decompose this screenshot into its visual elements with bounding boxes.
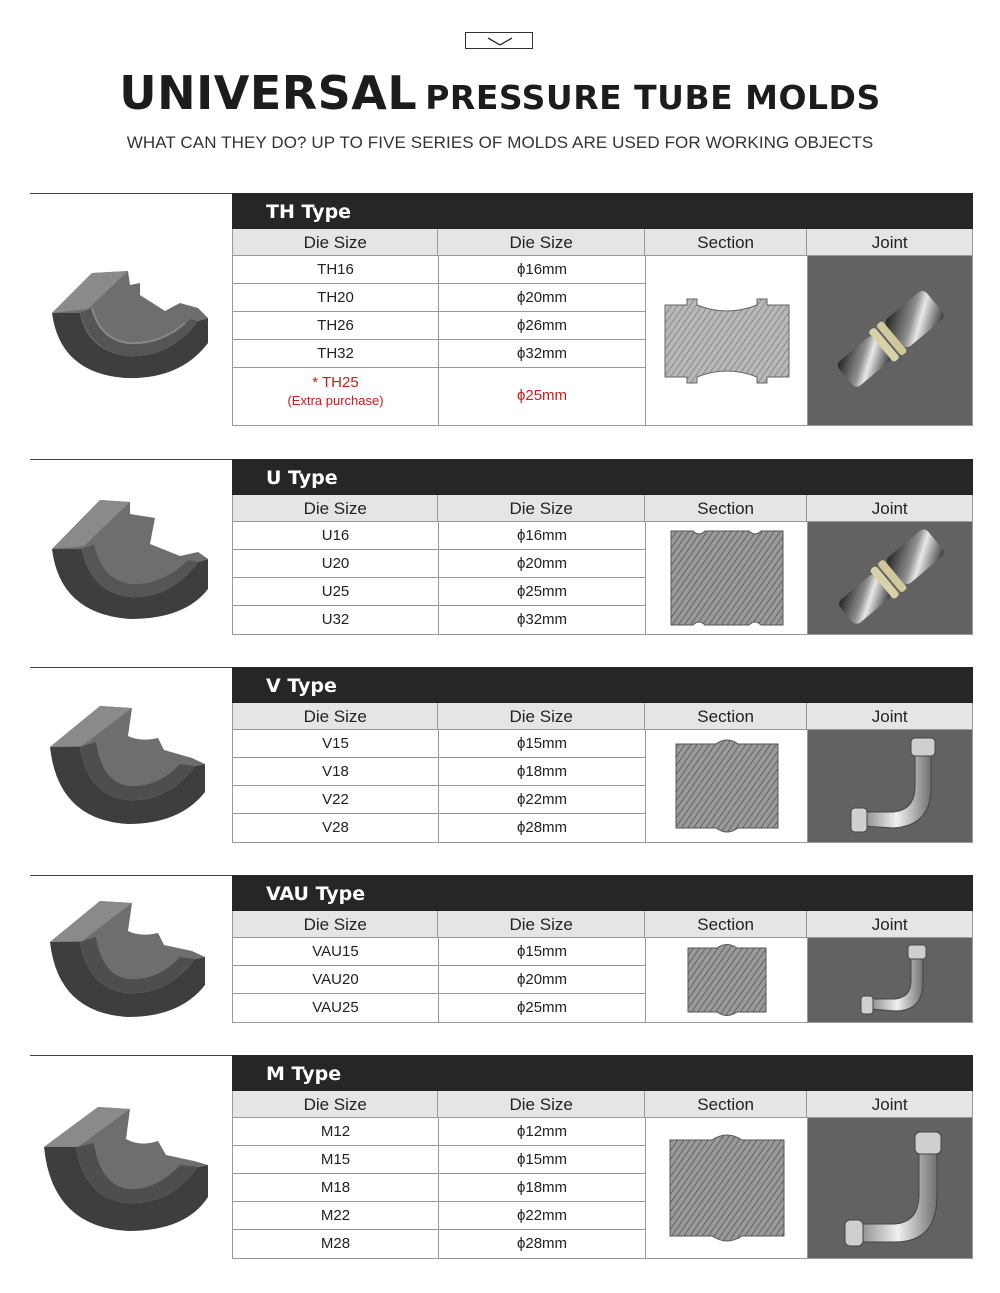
table-row [233,1202,646,1230]
die-diameter: ϕ15mm [439,730,646,757]
extra-die-diameter: ϕ25mm [439,368,646,425]
die-code: M18 [233,1174,439,1201]
section-cell [646,938,808,1022]
header-die-size: Die Size [233,911,438,937]
header-die-size: Die Size [438,495,644,521]
die-diameter: ϕ20mm [439,284,646,311]
die-code: VAU20 [233,966,439,993]
die-code: M12 [233,1118,439,1145]
header-die-size: Die Size [438,229,644,255]
table-body [232,1118,973,1259]
table-row-extra [233,368,646,425]
die-diameter: ϕ25mm [439,994,646,1022]
type-title: TH Type [232,193,973,229]
die-code: M28 [233,1230,439,1258]
table-row [233,550,646,578]
table-header [232,495,973,522]
header-joint: Joint [871,915,908,934]
header-joint: Joint [871,499,908,518]
chevron-box[interactable] [465,32,533,49]
type-title: U Type [232,459,973,495]
die-code: TH32 [233,340,439,367]
page-title [0,66,1000,120]
u-mold-icon [30,494,230,624]
die-diameter: ϕ18mm [439,1174,646,1201]
v-section-icon [672,736,782,836]
die-diameter: ϕ22mm [439,786,646,813]
die-diameter: ϕ28mm [439,1230,646,1258]
vau-section-icon [685,942,769,1018]
header-die-size: Die Size [233,703,438,729]
header-die-size: Die Size [233,1091,438,1117]
table-row [233,758,646,786]
title-big: UNIVERSAL [119,66,418,120]
die-diameter: ϕ18mm [439,758,646,785]
die-code: U20 [233,550,439,577]
header-section: Section [645,911,808,937]
table-row [233,1174,646,1202]
table-row [233,730,646,758]
joint-cell [808,730,972,842]
die-code: M15 [233,1146,439,1173]
die-code: V15 [233,730,439,757]
die-diameter: ϕ16mm [439,256,646,283]
page-subtitle: WHAT CAN THEY DO? UP TO FIVE SERIES OF MOLDS ARE USED FOR WORKING OBJECTS [126,133,874,152]
die-code: M22 [233,1202,439,1229]
table-row [233,1146,646,1174]
divider [30,875,233,876]
table-body [232,256,973,426]
die-code: TH26 [233,312,439,339]
table-row [233,1230,646,1258]
vau-table [232,875,973,1023]
die-diameter: ϕ20mm [439,550,646,577]
th-section-icon [663,291,791,391]
header-section: Section [645,703,808,729]
section-cell [646,522,808,634]
table-body [232,730,973,843]
v-mold-icon [30,702,230,832]
table-row [233,256,646,284]
die-diameter: ϕ32mm [439,606,646,634]
die-diameter: ϕ22mm [439,1202,646,1229]
header-die-size: Die Size [438,911,644,937]
u-table [232,459,973,635]
title-small: PRESSURE TUBE MOLDS [425,78,881,117]
elbow-joint-icon [815,1118,965,1258]
chevron-down-icon [466,33,534,50]
table-row [233,522,646,550]
die-diameter: ϕ16mm [439,522,646,549]
table-row [233,340,646,368]
table-body [232,938,973,1023]
table-row [233,814,646,842]
die-code: VAU25 [233,994,439,1022]
vau-mold-icon [30,897,230,1025]
elbow-joint-icon [815,730,965,842]
die-diameter: ϕ25mm [439,578,646,605]
header-section: Section [645,495,808,521]
elbow-joint-icon [815,939,965,1021]
table-header [232,1091,973,1118]
die-code: VAU15 [233,938,439,965]
die-code: TH20 [233,284,439,311]
die-diameter: ϕ15mm [439,1146,646,1173]
joint-cell [808,938,972,1022]
table-row [233,938,646,966]
header-die-size: Die Size [233,495,438,521]
header-die-size: Die Size [438,1091,644,1117]
header-joint: Joint [871,1095,908,1114]
type-title: VAU Type [232,875,973,911]
extra-die-code: * TH25 [312,374,359,391]
table-row [233,312,646,340]
th-mold-icon [30,263,230,383]
table-row [233,578,646,606]
die-diameter: ϕ12mm [439,1118,646,1145]
table-row [233,994,646,1022]
table-row [233,786,646,814]
joint-cell [808,256,972,425]
die-code: TH16 [233,256,439,283]
die-code: V28 [233,814,439,842]
die-code: U32 [233,606,439,634]
m-mold-icon [30,1103,230,1235]
die-code: U16 [233,522,439,549]
m-section-icon [666,1130,788,1246]
section-cell [646,256,808,425]
table-row [233,1118,646,1146]
table-header [232,911,973,938]
die-code: U25 [233,578,439,605]
table-row [233,284,646,312]
header-section: Section [645,229,808,255]
header-section: Section [645,1091,808,1117]
joint-cell [808,522,972,634]
section-cell [646,1118,808,1258]
table-row [233,966,646,994]
die-diameter: ϕ26mm [439,312,646,339]
divider [30,1055,233,1056]
header-die-size: Die Size [438,703,644,729]
die-code: V18 [233,758,439,785]
type-title: V Type [232,667,973,703]
type-title: M Type [232,1055,973,1091]
die-diameter: ϕ20mm [439,966,646,993]
die-code: V22 [233,786,439,813]
u-section-icon [667,527,787,629]
header-die-size: Die Size [233,229,438,255]
header-joint: Joint [871,707,908,726]
divider [30,459,233,460]
m-table [232,1055,973,1259]
table-row [233,606,646,634]
pipe-joint-icon [815,523,965,633]
header-joint: Joint [871,233,908,252]
pipe-joint-icon [815,266,965,416]
table-body [232,522,973,635]
v-table [232,667,973,843]
die-diameter: ϕ28mm [439,814,646,842]
die-diameter: ϕ15mm [439,938,646,965]
die-diameter: ϕ32mm [439,340,646,367]
joint-cell [808,1118,972,1258]
extra-note: (Extra purchase) [287,393,384,408]
divider [30,193,233,194]
section-cell [646,730,808,842]
table-header [232,703,973,730]
table-header [232,229,973,256]
divider [30,667,233,668]
th-table [232,193,973,426]
